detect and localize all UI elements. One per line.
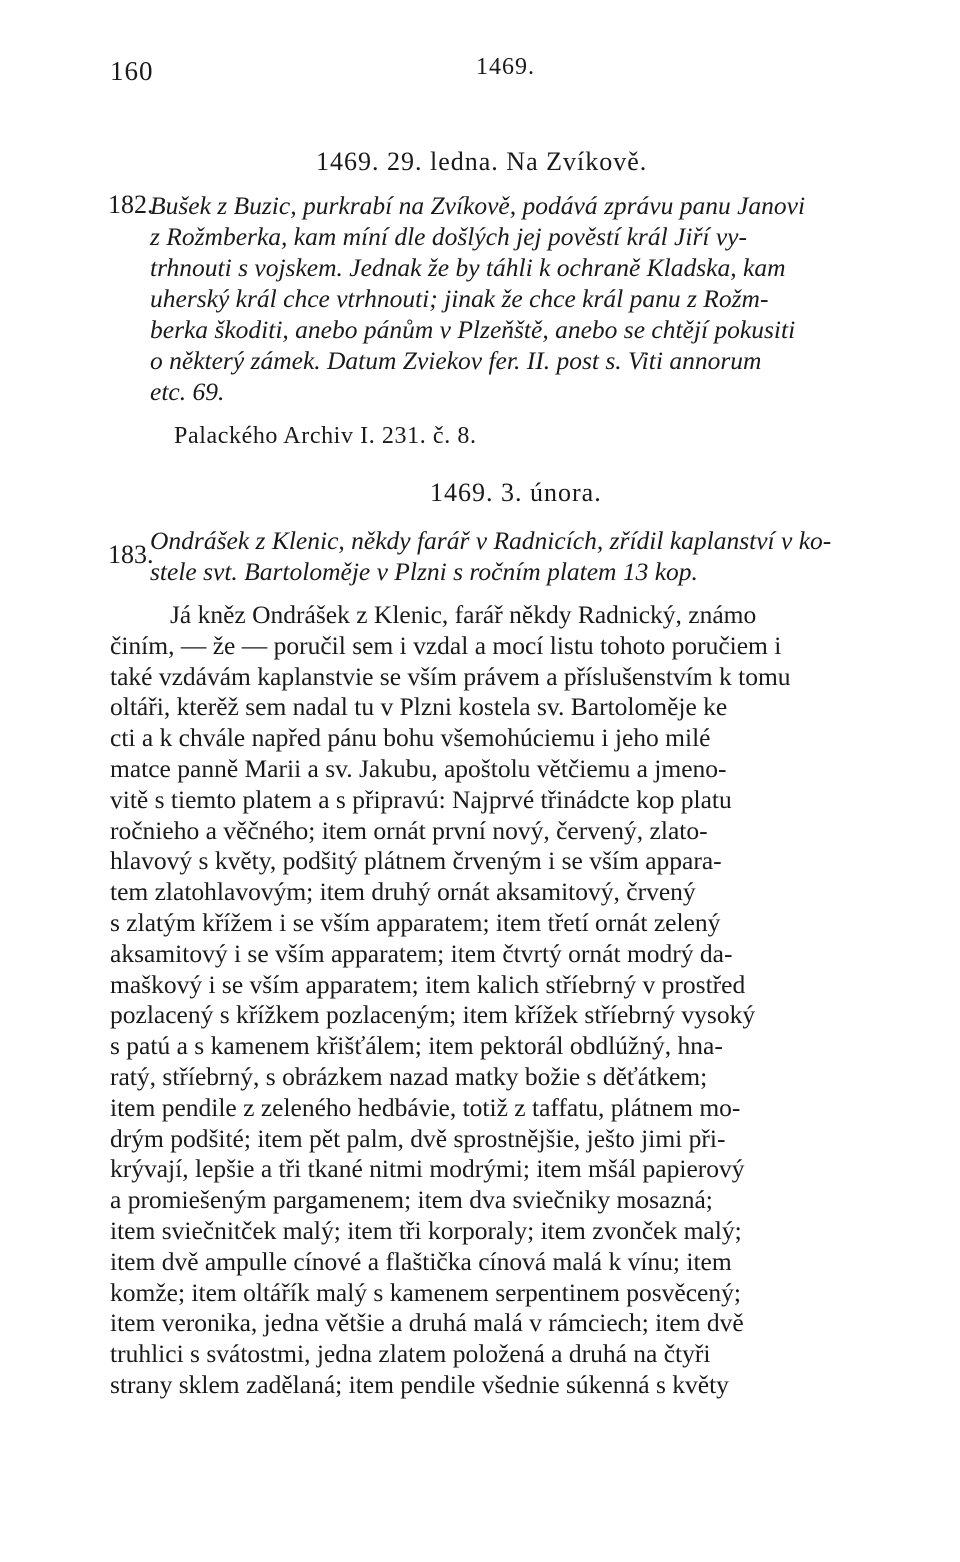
text-line: krývají, lepšie a tři tkané nitmi modrými; item mšál papierový [110, 1154, 745, 1184]
text-line: truhlici s svátostmi, jedna zlatem položená a druhá na čtyři [110, 1339, 711, 1369]
text-line: komže; item oltářík malý s kamenem serpentinem posvěcený; [110, 1277, 741, 1307]
text-line: s zlatým křížem i se vším apparatem; item třetí ornát zelený [110, 907, 721, 937]
document-date-heading: 1469. 3. února. [430, 478, 602, 507]
regest-line: stele svt. Bartoloměje v Plzni s ročním platem 13 kop. [150, 557, 698, 586]
document-date-heading: 1469. 29. ledna. Na Zvíkově. [316, 147, 648, 176]
text-line: item veronika, jedna většie a druhá malá v rámcieсh; item dvě [110, 1308, 744, 1338]
text-line: a promiešeným pargamenem; item dva sviečniky mosazná; [110, 1185, 713, 1215]
text-line: strany sklem zadělaná; item pendile všednie súkenná s květy [110, 1369, 729, 1399]
text-line: item pendile z zeleného hedbávie, totiž z taffatu, plátnem mo- [110, 1092, 741, 1122]
regest-summary [150, 190, 805, 407]
text-line: ročnieho a věčného; item ornát první nový, červený, zlato- [110, 815, 708, 845]
text-line: maškový i se vším apparatem; item kalich stříebrný v prostřed [110, 969, 746, 999]
regest-summary [150, 525, 831, 587]
regest-line: o některý zámek. Datum Zviekov fer. II. post s. Viti annorum [150, 346, 762, 375]
text-line: činím, — že — poručil sem i vzdal a mocí listu tohoto poručiem i [110, 630, 782, 660]
source-citation: Palackého Archiv I. 231. č. 8. [174, 423, 477, 449]
text-line: Já kněz Ondrášek z Klenic, farář někdy Radnický, známo [170, 600, 757, 629]
text-line: vitě s tiemto platem a s připravú: Najprvé třinádcte kop platu [110, 784, 732, 814]
regest-line: Ondrášek z Klenic, někdy farář v Radnicích, zřídil kaplanství v ko- [150, 526, 832, 555]
text-line: item sviečnitček malý; item tři korporaly; item zvonček malý; [110, 1215, 742, 1245]
regest-line: trhnouti s vojskem. Jednak že by táhli k ochraně Kladska, kam [150, 253, 786, 282]
text-line: aksamitový i se vším apparatem; item čtvrtý ornát modrý da- [110, 938, 733, 968]
text-line: také vzdávám kaplanstvie se vším právem a příslušenstvím k tomu [110, 661, 791, 691]
regest-line: Bušek z Buzic, purkrabí na Zvíkově, podává zprávu panu Janovi [150, 191, 806, 220]
text-line: tem zlatohlavovým; item druhý ornát aksamitový, črvený [110, 877, 696, 907]
text-line: cti a k chvále napřed pánu bohu všemohúciemu i jeho milé [110, 723, 711, 753]
text-line: s patú a s kamenem křišťálem; item pektorál obdlúžný, hna- [110, 1031, 723, 1061]
text-line: item dvě ampulle cínové a flaštička cínová malá k vínu; item [110, 1246, 732, 1276]
running-head: 1469. [476, 54, 535, 80]
document-number: 182. [108, 190, 154, 219]
page-number: 160 [110, 56, 154, 86]
text-line: pozlacený s křížkem pozlaceným; item křížek stříebrný vysoký [110, 1000, 756, 1030]
document-number: 183. [108, 540, 154, 569]
regest-line: etc. 69. [150, 377, 225, 406]
text-line: ratý, stříebrný, s obrázkem nazad matky božie s děťátkem; [110, 1061, 708, 1091]
text-line: matce panně Marii a sv. Jakubu, apoštolu větčiemu a jmeno- [110, 753, 727, 783]
document-text [110, 600, 791, 1401]
text-line: drým podšité; item pět palm, dvě sprostnějšie, ještо jimi při- [110, 1123, 726, 1153]
regest-line: uherský král chce vtrhnouti; jinak že chce král panu z Rožm- [150, 284, 769, 313]
regest-line: z Rožmberka, kam míní dle došlých jej pověstí král Jiří vy- [150, 222, 747, 251]
text-line: hlavový s květy, podšitý plátnem črveným i se vším appara- [110, 846, 722, 876]
text-line: oltáři, kterěž sem nadal tu v Plzni kostela sv. Bartoloměje ke [110, 692, 728, 722]
regest-line: berka škoditi, anebo pánům v Plzeňště, anebo se chtějí pokusiti [150, 315, 796, 344]
